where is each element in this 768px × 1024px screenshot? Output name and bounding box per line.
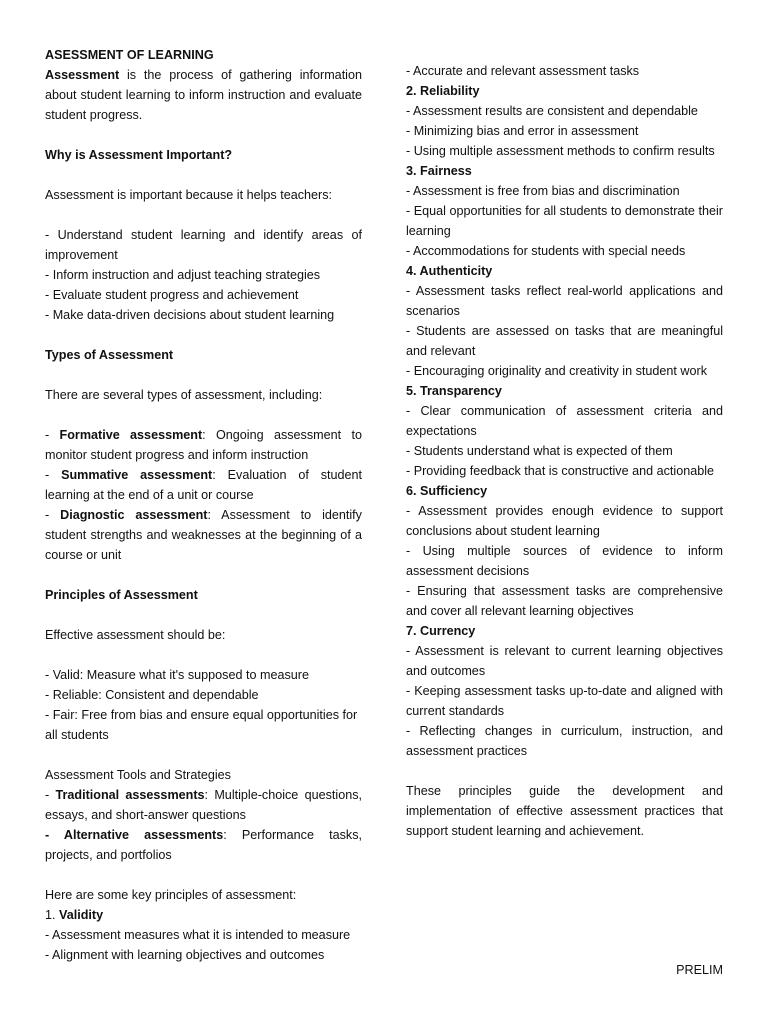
why-heading: Why is Assessment Important? (45, 148, 233, 162)
validity-number: 1. (45, 908, 60, 922)
why-item: - Inform instruction and adjust teaching strategies (45, 268, 321, 282)
validity-name: Validity (59, 908, 104, 922)
type-prefix: - (45, 428, 60, 442)
type-text: : Ongoing assessment to monitor student progress and inform instruction (45, 428, 362, 462)
principle-heading: 3. Fairness (406, 164, 472, 178)
principle-item: - Clear communication of assessment criteria and expectations (406, 404, 723, 438)
left-column (45, 45, 362, 965)
principle-item: - Using multiple sources of evidence to inform assessment decisions (406, 544, 723, 578)
principle-item: - Assessment tasks reflect real-world applications and scenarios (406, 284, 723, 318)
principle-heading: 6. Sufficiency (406, 484, 488, 498)
type-prefix: - (45, 468, 62, 482)
principle-item: - Keeping assessment tasks up-to-date and aligned with current standards (406, 684, 723, 718)
why-item: - Understand student learning and identify areas of improvement (45, 228, 362, 262)
principles-lead: Effective assessment should be: (45, 628, 226, 642)
type-item (45, 505, 362, 565)
why-item: - Evaluate student progress and achievement (45, 288, 299, 302)
tool-text: : Multiple-choice questions, essays, and short-answer questions (45, 788, 362, 822)
principles-heading: Principles of Assessment (45, 588, 198, 602)
types-heading: Types of Assessment (45, 348, 174, 362)
principle-item: - Reflecting changes in curriculum, instruction, and assessment practices (406, 724, 723, 758)
validity-item: - Alignment with learning objectives and outcomes (45, 948, 325, 962)
type-item (45, 425, 362, 465)
right-column (406, 61, 723, 841)
why-item: - Make data-driven decisions about student learning (45, 308, 335, 322)
tools-heading: Assessment Tools and Strategies (45, 768, 231, 782)
principle-heading: 7. Currency (406, 624, 476, 638)
tool-term: - Alternative assessments (45, 828, 224, 842)
type-text: : Assessment to identify student strengths and weaknesses at the beginning of a course or unit (45, 508, 362, 562)
key-principles-lead: Here are some key principles of assessment: (45, 888, 297, 902)
tool-term: Traditional assessments (55, 788, 205, 802)
principle-item: - Using multiple assessment methods to confirm results (406, 144, 715, 158)
principle-item: - Assessment results are consistent and dependable (406, 104, 698, 118)
principle-summary-item: - Reliable: Consistent and dependable (45, 688, 259, 702)
type-text: : Evaluation of student learning at the end of a unit or course (45, 468, 363, 502)
intro-term: Assessment (45, 68, 120, 82)
principle-heading: 2. Reliability (406, 84, 480, 98)
type-term: Summative assessment (61, 468, 213, 482)
principle-heading: 4. Authenticity (406, 264, 493, 278)
footer-label: PRELIM (676, 963, 723, 977)
tool-item (45, 825, 362, 865)
validity-heading (45, 905, 362, 925)
validity-item: - Accurate and relevant assessment tasks (406, 64, 640, 78)
principle-item: - Accommodations for students with special needs (406, 244, 686, 258)
conclusion-paragraph: These principles guide the development and implementation of effective assessment practices that support student learning and achievement. (406, 784, 723, 838)
principle-item: - Encouraging originality and creativity in student work (406, 364, 708, 378)
intro-paragraph (45, 65, 362, 125)
intro-text: is the process of gathering information about student learning to inform instruction and evaluate student progress. (45, 68, 362, 122)
tool-text: : Performance tasks, projects, and portfolios (45, 828, 363, 862)
principle-item: - Equal opportunities for all students to demonstrate their learning (406, 204, 723, 238)
tool-prefix: - (45, 788, 56, 802)
type-term: Formative assessment (59, 428, 203, 442)
type-item (45, 465, 362, 505)
principle-item: - Students understand what is expected of them (406, 444, 673, 458)
principle-item: - Assessment is relevant to current learning objectives and outcomes (406, 644, 723, 678)
type-term: Diagnostic assessment (60, 508, 208, 522)
principle-item: - Ensuring that assessment tasks are comprehensive and cover all relevant learning objectives (406, 584, 723, 618)
type-prefix: - (45, 508, 61, 522)
why-lead: Assessment is important because it helps teachers: (45, 188, 332, 202)
principle-item: - Minimizing bias and error in assessment (406, 124, 639, 138)
principle-item: - Providing feedback that is constructive and actionable (406, 464, 715, 478)
tool-item (45, 785, 362, 825)
principle-summary-item: - Fair: Free from bias and ensure equal opportunities for all students (45, 708, 358, 742)
validity-item: - Assessment measures what it is intended to measure (45, 928, 351, 942)
principle-summary-item: - Valid: Measure what it's supposed to measure (45, 668, 309, 682)
document-title: ASESSMENT OF LEARNING (45, 48, 214, 62)
types-lead: There are several types of assessment, including: (45, 388, 323, 402)
principle-heading: 5. Transparency (406, 384, 502, 398)
principle-item: - Students are assessed on tasks that are meaningful and relevant (406, 324, 723, 358)
principle-item: - Assessment is free from bias and discrimination (406, 184, 680, 198)
principle-item: - Assessment provides enough evidence to support conclusions about student learning (406, 504, 723, 538)
